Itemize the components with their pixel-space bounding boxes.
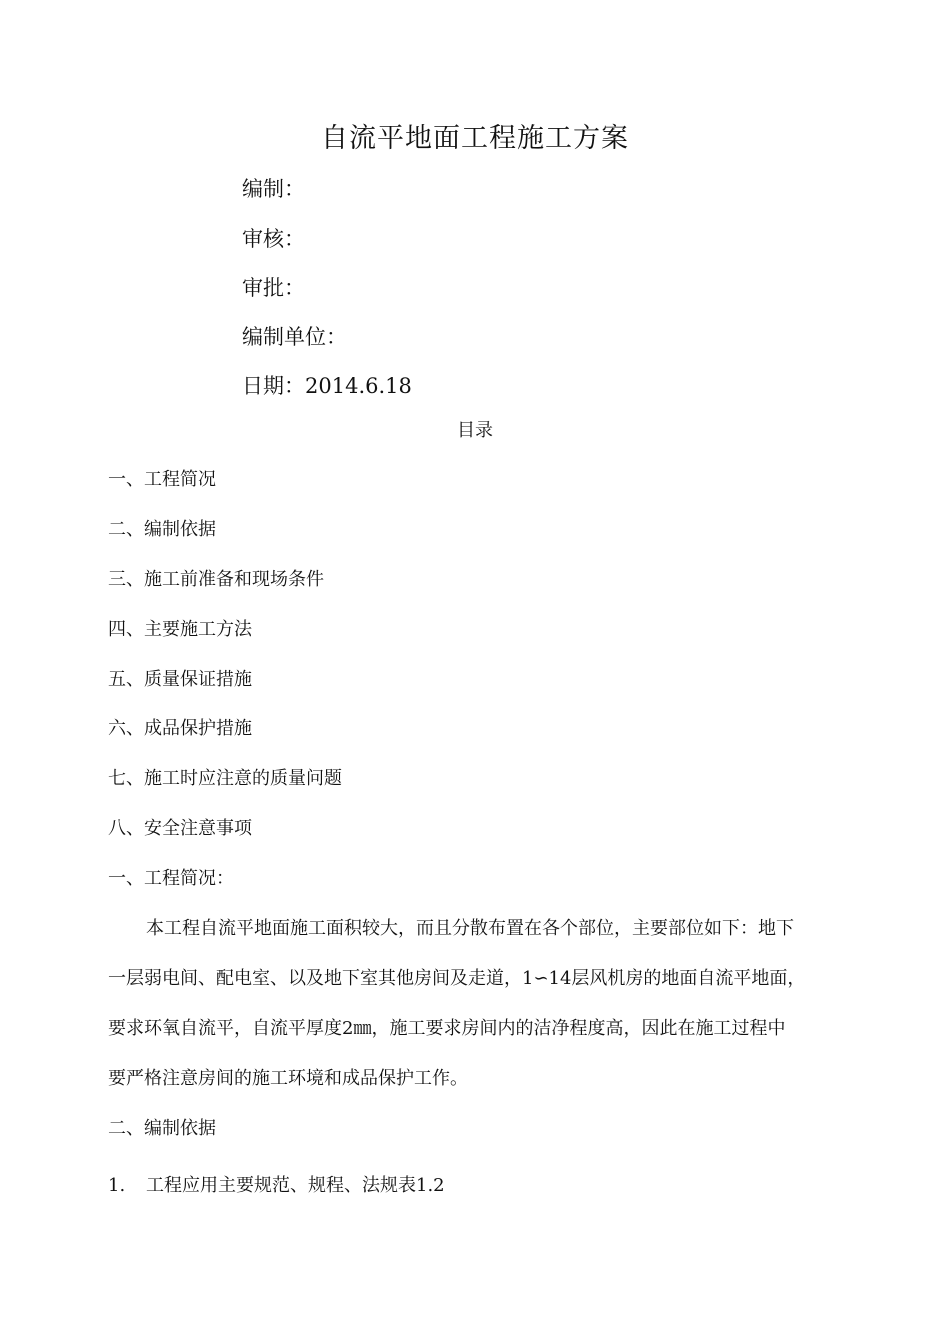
toc-heading: 目录 [457,420,493,441]
toc-item: 七、施工时应注意的质量问题 [108,768,342,789]
paragraph-line: 一层弱电间、配电室、以及地下室其他房间及走道，1∽14层风机房的地面自流平地面， [108,968,806,989]
toc-item: 八、安全注意事项 [108,818,252,839]
toc-item: 一、工程简况 [108,469,216,490]
toc-item: 五、质量保证措施 [108,669,252,690]
unit-field: 编制单位： [242,325,347,349]
paragraph-line: 要求环氧自流平，自流平厚度2㎜，施工要求房间内的洁净程度高，因此在施工过程中 [108,1018,786,1039]
section-heading: 一、工程简况： [108,868,234,889]
date-field: 日期：2014.6.18 [242,374,412,398]
document-title: 自流平地面工程施工方案 [321,123,629,154]
compiler-field: 编制： [242,177,305,201]
list-item-text: 工程应用主要规范、规程、法规表1.2 [146,1175,445,1196]
toc-item: 二、编制依据 [108,519,216,540]
approver-field: 审批： [242,276,305,300]
section-heading: 二、编制依据 [108,1118,216,1139]
toc-item: 三、施工前准备和现场条件 [108,569,324,590]
paragraph-line: 本工程自流平地面施工面积较大，而且分散布置在各个部位，主要部位如下：地下 [146,918,794,939]
toc-item: 四、主要施工方法 [108,619,252,640]
paragraph-line: 要严格注意房间的施工环境和成品保护工作。 [108,1068,468,1089]
reviewer-field: 审核： [242,227,305,251]
list-number: 1. [108,1175,126,1196]
toc-item: 六、成品保护措施 [108,718,252,739]
